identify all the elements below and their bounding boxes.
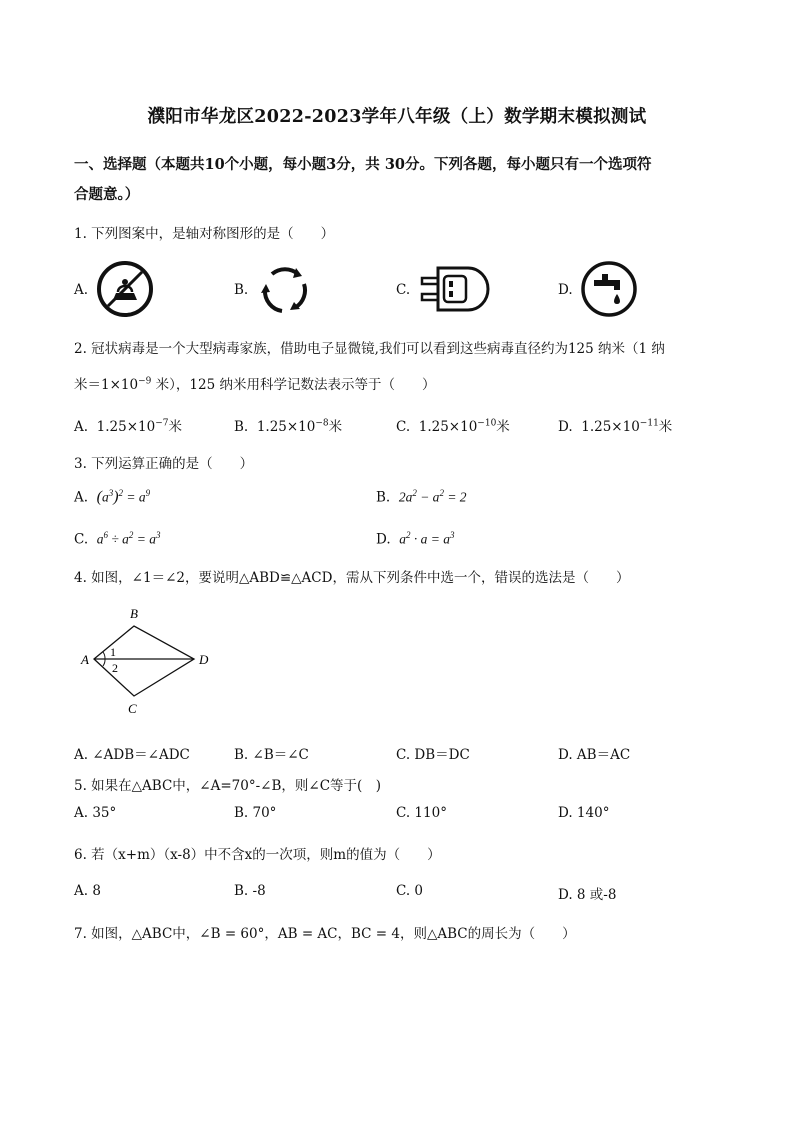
question-2-stem-line1: 2. 冠状病毒是一个大型病毒家族，借助电子显微镜,我们可以看到这些病毒直径约为125 纳米（1 纳 [74, 341, 665, 357]
q2-stem-rest: 米），125 纳米用科学记数法表示等于（ ） [151, 377, 436, 393]
angle-label-2: 2 [112, 661, 118, 675]
q2-option-d: D. $1.25\times 10^{-11}$米 [558, 418, 673, 435]
q5-option-c: C. 110° [396, 805, 447, 821]
label-c: C [128, 701, 137, 716]
label-b: B [130, 606, 138, 621]
q5-option-b: B. 70° [234, 805, 277, 821]
q4-option-d: D. AB＝AC [558, 747, 631, 763]
q2-stem-base: 米＝1×10 [74, 377, 139, 393]
q1-option-d-label: D. [558, 282, 573, 298]
label-a: A [81, 652, 89, 667]
question-2-stem-line2 [74, 373, 435, 393]
question-6-stem: 6. 若（x+m）（x-8）中不含x的一次项，则m的值为（ ） [74, 847, 441, 863]
question-1-stem: 1. 下列图案中，是轴对称图形的是（ ） [74, 226, 335, 242]
section-header-line1: 一、选择题（本题共10个小题，每小题3分，共 30分。下列各题，每小题只有一个选项符 [74, 156, 652, 173]
q6-option-a: A. 8 [74, 883, 101, 899]
q2-option-b: B. $1.25\times 10^{-8}$米 [234, 418, 343, 435]
water-tap-icon [580, 260, 638, 318]
recycle-arrows-icon [256, 260, 314, 318]
q2-stem-exp: −9 [138, 376, 152, 387]
angle-label-1: 1 [110, 645, 116, 659]
q6-option-b: B. -8 [234, 883, 266, 899]
q1-option-b-label: B. [234, 282, 249, 298]
question-7-stem: 7. 如图，△ABC中，∠B = 60°，AB = AC，BC = 4，则△ABC的周长为（ ） [74, 926, 576, 942]
page-title: 濮阳市华龙区2022-2023学年八年级（上）数学期末模拟测试 [147, 107, 647, 127]
q4-option-a: A. ∠ADB＝∠ADC [74, 747, 190, 763]
q4-option-b: B. ∠B＝∠C [234, 747, 309, 763]
q5-option-a: A. 35° [74, 805, 117, 821]
q2-option-a: A. $1.25\times 10^{-7}$米 [74, 418, 182, 435]
q3-option-a: A. $(a^3)^2 = a^9$ [74, 488, 151, 506]
q5-option-d: D. 140° [558, 805, 610, 821]
q1-option-a-label: A. [74, 282, 89, 298]
q6-option-d: D. 8 或-8 [558, 887, 617, 903]
power-plug-icon [418, 262, 490, 316]
question-3-stem: 3. 下列运算正确的是（ ） [74, 456, 254, 472]
question-5-stem: 5. 如果在△ABC中，∠A=70°-∠B，则∠C等于( ) [74, 778, 382, 794]
q3-option-d: D. $a^2 \cdot a = a^3$ [376, 530, 455, 548]
q4-option-c: C. DB＝DC [396, 747, 470, 763]
q3-option-b: B. $2a^2 - a^2 = 2$ [376, 488, 467, 506]
q3-option-c: C. $a^6 \div a^2 = a^3$ [74, 530, 161, 548]
label-d: D [199, 652, 209, 667]
q6-option-c: C. 0 [396, 883, 424, 899]
section-header-line2: 合题意。） [74, 186, 140, 203]
kite-figure [76, 604, 226, 718]
no-littering-icon [96, 260, 154, 318]
q2-option-c: C. $1.25\times 10^{-10}$米 [396, 418, 510, 435]
q1-option-c-label: C. [396, 282, 411, 298]
question-4-stem: 4. 如图，∠1＝∠2，要说明△ABD≌△ACD，需从下列条件中选一个，错误的选法是（ ） [74, 570, 630, 586]
